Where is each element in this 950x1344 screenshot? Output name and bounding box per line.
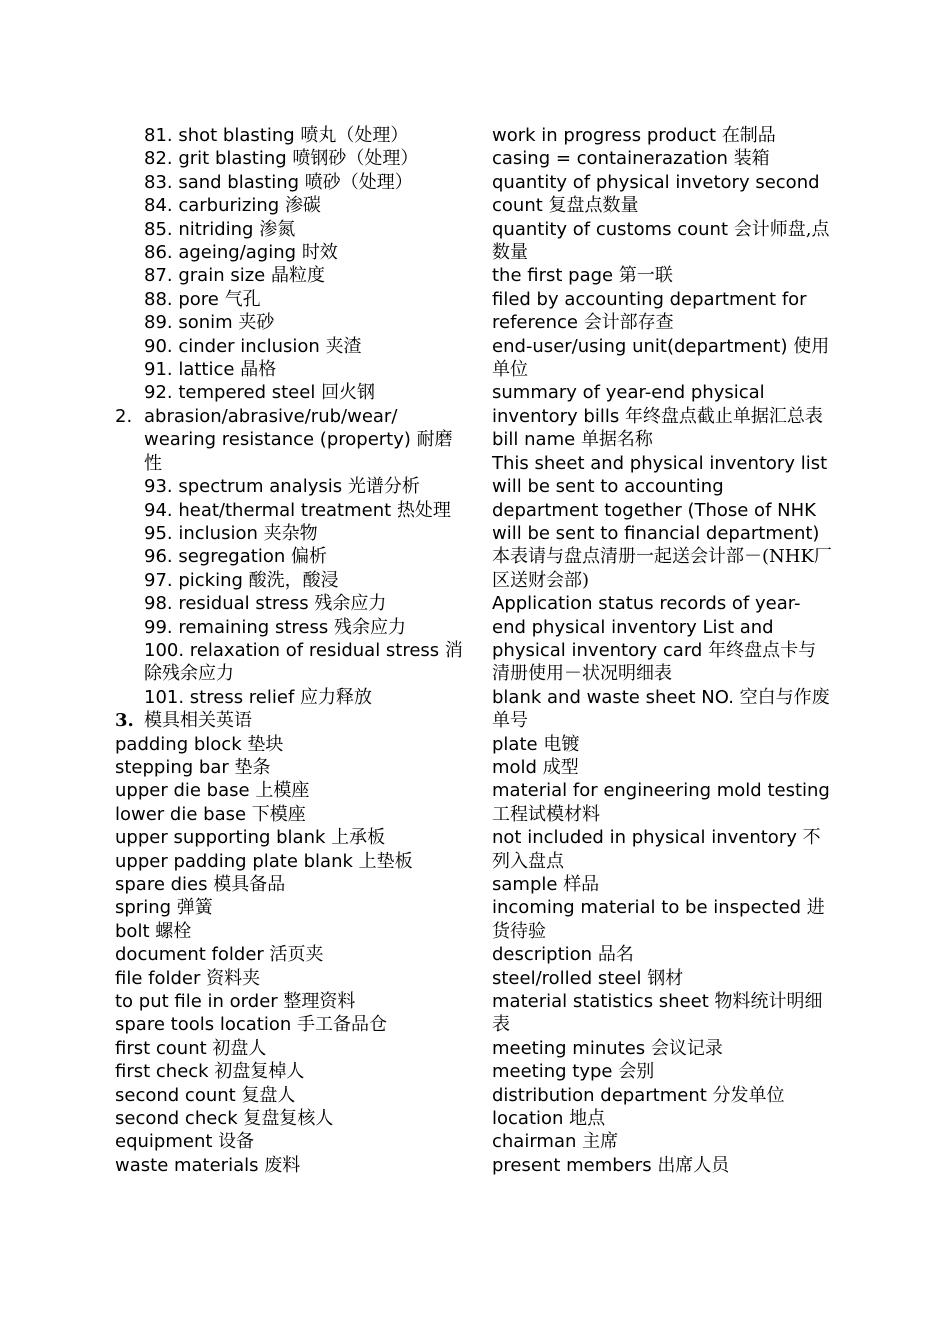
term-entry <box>115 850 465 873</box>
term-en: 99. remaining stress <box>144 616 329 638</box>
term-entry <box>115 990 465 1013</box>
term-entry <box>115 194 465 217</box>
term-entry <box>492 1060 832 1083</box>
term-en: 81. shot blasting <box>144 125 295 146</box>
term-en: chairman <box>492 1131 577 1153</box>
term-zh: 酸洗，酸浸 <box>248 569 339 591</box>
term-en: material for engineering mold testing <box>492 780 830 802</box>
term-zh: 晶格 <box>240 359 277 381</box>
term-entry <box>115 686 465 709</box>
term-entry <box>492 171 832 218</box>
term-en: 100. relaxation of residual stress <box>144 639 440 661</box>
term-entry <box>115 1037 465 1060</box>
term-en: 83. sand blasting <box>144 171 300 193</box>
term-zh: 初盘复棹人 <box>214 1061 305 1083</box>
term-entry <box>492 826 832 873</box>
term-en: spring <box>115 897 172 919</box>
term-zh: 下模座 <box>251 803 306 825</box>
term-en: 98. residual stress <box>144 593 309 615</box>
term-zh: 夹杂物 <box>263 522 318 544</box>
term-zh: 初盘人 <box>212 1037 267 1059</box>
term-en: not included in physical inventory <box>492 827 797 849</box>
term-entry <box>492 990 832 1037</box>
item-number: 2. <box>115 405 133 427</box>
term-zh: 回火钢 <box>321 382 376 404</box>
term-entry <box>492 264 832 287</box>
term-entry <box>492 779 832 826</box>
term-entry <box>115 896 465 919</box>
term-en: quantity of customs count <box>492 218 729 240</box>
term-zh: 电镀 <box>543 733 580 755</box>
term-entry <box>115 1013 465 1036</box>
term-en: 94. heat/thermal treatment <box>144 499 392 521</box>
term-en: 101. stress relief <box>144 686 295 708</box>
term-en: 89. sonim <box>144 312 233 334</box>
term-en: file folder <box>115 967 201 989</box>
term-entry <box>115 1107 465 1130</box>
term-en: 87. grain size <box>144 265 266 287</box>
section-title: 模具相关英语 <box>144 710 252 732</box>
term-zh: 第一联 <box>618 265 673 287</box>
term-en: incoming material to be inspected <box>492 897 802 919</box>
term-zh: 偏析 <box>290 546 327 568</box>
term-en: bolt <box>115 920 150 942</box>
term-zh: 弹簧 <box>176 897 213 919</box>
term-zh: 上承板 <box>331 827 386 849</box>
term-zh: 成型 <box>542 756 579 778</box>
term-en: This sheet and physical inventory list will be sent to accounting department together (Those of NHK will be sent to financial department) <box>492 452 828 544</box>
term-en: lower die base <box>115 803 247 825</box>
term-entry <box>115 592 465 615</box>
term-zh: 分发单位 <box>712 1084 785 1106</box>
term-entry <box>115 522 465 545</box>
term-zh: 物料统计明细表 <box>492 991 823 1036</box>
term-zh: 会别 <box>618 1061 655 1083</box>
term-entry <box>492 1130 832 1153</box>
term-en: equipment <box>115 1131 213 1153</box>
term-zh: 上模座 <box>255 780 310 802</box>
term-zh: 复盘点数量 <box>548 195 639 217</box>
term-zh: 螺栓 <box>155 920 192 942</box>
term-en: abrasion/abrasive/rub/wear/ wearing resistance (property) <box>144 405 411 451</box>
term-zh: 使用单位 <box>492 335 830 381</box>
term-entry <box>115 920 465 943</box>
term-en: 82. grit blasting <box>144 148 287 170</box>
term-zh: 耐磨性 <box>144 429 453 474</box>
term-zh: 废料 <box>264 1154 301 1176</box>
term-zh: 年终盘点卡与清册使用－状况明细表 <box>492 639 817 685</box>
term-en: present members <box>492 1154 652 1176</box>
term-entry <box>115 639 465 686</box>
term-zh: 晶粒度 <box>270 265 325 287</box>
term-en: 97. picking <box>144 569 243 591</box>
term-zh: 光谱分析 <box>347 476 420 498</box>
term-en: mold <box>492 756 537 778</box>
term-zh: 整理资料 <box>283 991 356 1013</box>
term-entry <box>115 967 465 990</box>
term-entry <box>492 1107 832 1130</box>
term-zh: 手工备品仓 <box>296 1014 387 1036</box>
term-en: sample <box>492 874 558 895</box>
term-entry <box>115 264 465 287</box>
term-entry <box>115 779 465 802</box>
term-entry <box>115 1154 465 1177</box>
term-en: work in progress product <box>492 125 717 146</box>
term-entry <box>115 475 465 498</box>
term-en: Application status records of year-end physical inventory List and physical inventory card <box>492 593 801 661</box>
term-entry <box>115 826 465 849</box>
term-entry <box>115 358 465 381</box>
term-zh: 垫条 <box>234 756 271 778</box>
term-en: 86. ageing/aging <box>144 242 297 264</box>
term-en: filed by accounting department for reference <box>492 288 807 334</box>
term-en: upper padding plate blank <box>115 850 353 872</box>
term-entry <box>115 616 465 639</box>
term-entry <box>492 943 832 966</box>
term-en: quantity of physical invetory second count <box>492 171 820 217</box>
term-en: 84. carburizing <box>144 195 280 217</box>
term-entry <box>115 147 465 170</box>
term-entry <box>115 1084 465 1107</box>
term-entry <box>492 896 832 943</box>
term-zh: 垫块 <box>247 733 284 755</box>
term-entry <box>492 288 832 335</box>
term-zh: 复盘人 <box>241 1084 296 1106</box>
term-en: 91. lattice <box>144 359 235 381</box>
term-zh: 装箱 <box>733 148 770 170</box>
term-entry <box>492 147 832 170</box>
term-entry <box>492 1037 832 1060</box>
term-zh: 年终盘点截止单据汇总表 <box>624 405 823 427</box>
term-en: 92. tempered steel <box>144 382 316 404</box>
term-entry <box>115 1060 465 1083</box>
section-heading <box>115 709 465 732</box>
term-entry <box>115 569 465 592</box>
term-zh: 消除残余应力 <box>144 639 463 685</box>
term-zh: 工程试模材料 <box>492 803 600 825</box>
term-en: 90. cinder inclusion <box>144 335 320 357</box>
term-zh: 活页夹 <box>269 944 324 966</box>
term-zh: 会计师盘,点数量 <box>492 218 830 264</box>
term-zh: 不列入盘点 <box>492 827 821 872</box>
term-zh: 模具备品 <box>213 874 286 895</box>
term-zh: 进货待验 <box>492 897 825 942</box>
term-zh: 气孔 <box>224 288 261 310</box>
term-zh: 会议记录 <box>650 1037 723 1059</box>
term-en: spare tools location <box>115 1014 292 1036</box>
term-entry <box>492 733 832 756</box>
term-zh: 时效 <box>301 242 338 264</box>
term-en: description <box>492 944 593 966</box>
term-list-b <box>115 475 465 709</box>
term-en: 88. pore <box>144 288 219 310</box>
term-entry <box>492 592 832 686</box>
term-en: material statistics sheet <box>492 991 709 1013</box>
term-entry <box>115 335 465 358</box>
term-entry <box>115 943 465 966</box>
term-entry <box>492 124 832 147</box>
term-zh: 样品 <box>563 874 600 895</box>
term-en: upper die base <box>115 780 250 802</box>
term-zh: 会计部存查 <box>583 312 674 334</box>
list-item-2 <box>115 405 465 475</box>
term-en: second check <box>115 1108 238 1130</box>
term-zh: 夹砂 <box>238 312 275 334</box>
term-en: stepping bar <box>115 756 229 778</box>
term-en: end-user/using unit(department) <box>492 335 788 357</box>
term-zh: 残余应力 <box>314 593 387 615</box>
term-en: second count <box>115 1084 236 1106</box>
term-en: 85. nitriding <box>144 218 254 240</box>
term-en: casing = containerazation <box>492 148 728 170</box>
term-zh: 资料夹 <box>206 967 261 989</box>
term-zh: 残余应力 <box>333 616 406 638</box>
term-en: 96. segregation <box>144 546 286 568</box>
term-entry <box>115 381 465 404</box>
term-entry <box>115 733 465 756</box>
term-entry <box>492 218 832 265</box>
term-zh: 夹渣 <box>325 335 362 357</box>
term-zh: 钢材 <box>647 967 684 989</box>
term-entry <box>115 756 465 779</box>
term-entry <box>115 803 465 826</box>
term-en: first count <box>115 1037 207 1059</box>
term-en: document folder <box>115 944 264 966</box>
term-en: distribution department <box>492 1084 707 1106</box>
term-entry <box>115 218 465 241</box>
term-zh: 在制品 <box>721 125 776 146</box>
term-entry <box>492 452 832 592</box>
term-zh: 渗氮 <box>259 218 296 240</box>
term-entry <box>115 311 465 334</box>
term-list-c <box>115 733 465 1178</box>
term-en: blank and waste sheet NO. <box>492 686 734 708</box>
term-en: bill name <box>492 429 576 451</box>
term-entry <box>492 381 832 428</box>
term-entry <box>492 1084 832 1107</box>
term-entry <box>492 686 832 733</box>
term-zh: 单据名称 <box>580 429 653 451</box>
term-entry <box>492 873 832 896</box>
term-list-right <box>492 124 832 1177</box>
term-en: upper supporting blank <box>115 827 326 849</box>
term-entry <box>115 171 465 194</box>
term-en: summary of year-end physical inventory bills <box>492 382 765 427</box>
term-zh: 设备 <box>218 1131 255 1153</box>
term-entry <box>492 967 832 990</box>
term-zh: 应力释放 <box>300 686 373 708</box>
term-en: meeting minutes <box>492 1037 646 1059</box>
right-column <box>492 124 832 1177</box>
term-en: meeting type <box>492 1061 613 1083</box>
term-zh: 喷钢砂（处理） <box>292 148 419 170</box>
term-zh: 复盘复核人 <box>243 1108 334 1130</box>
term-zh: 喷砂（处理） <box>304 171 413 193</box>
term-entry <box>115 241 465 264</box>
term-zh: 品名 <box>597 944 634 966</box>
term-entry <box>115 1130 465 1153</box>
term-zh: 出席人员 <box>657 1154 730 1176</box>
term-en: spare dies <box>115 874 208 895</box>
term-entry <box>492 428 832 451</box>
term-entry <box>115 873 465 896</box>
section-number: 3. <box>115 710 134 732</box>
term-entry <box>115 499 465 522</box>
term-zh: 地点 <box>569 1108 606 1130</box>
term-en: first check <box>115 1061 209 1083</box>
term-zh: 上垫板 <box>358 850 413 872</box>
term-en: location <box>492 1108 564 1130</box>
term-en: 93. spectrum analysis <box>144 476 343 498</box>
term-en: waste materials <box>115 1154 259 1176</box>
term-en: the first page <box>492 265 614 287</box>
term-en: steel/rolled steel <box>492 967 642 989</box>
left-column <box>115 124 465 1177</box>
term-zh: 主席 <box>582 1131 619 1153</box>
term-zh: 渗碳 <box>284 195 321 217</box>
term-entry <box>492 1154 832 1177</box>
term-entry <box>115 545 465 568</box>
term-entry <box>115 124 465 147</box>
term-zh: 空白与作废单号 <box>492 686 830 732</box>
term-en: 95. inclusion <box>144 522 258 544</box>
term-en: padding block <box>115 733 242 755</box>
term-entry <box>115 288 465 311</box>
term-zh: 本表请与盘点清册一起送会计部－(NHK厂区送财会部) <box>492 546 832 591</box>
term-list-a <box>115 124 465 405</box>
term-en: plate <box>492 733 538 755</box>
term-entry <box>492 335 832 382</box>
term-entry <box>492 756 832 779</box>
term-zh: 热处理 <box>396 499 451 521</box>
term-zh: 喷丸（处理） <box>300 125 409 146</box>
term-en: to put file in order <box>115 991 278 1013</box>
